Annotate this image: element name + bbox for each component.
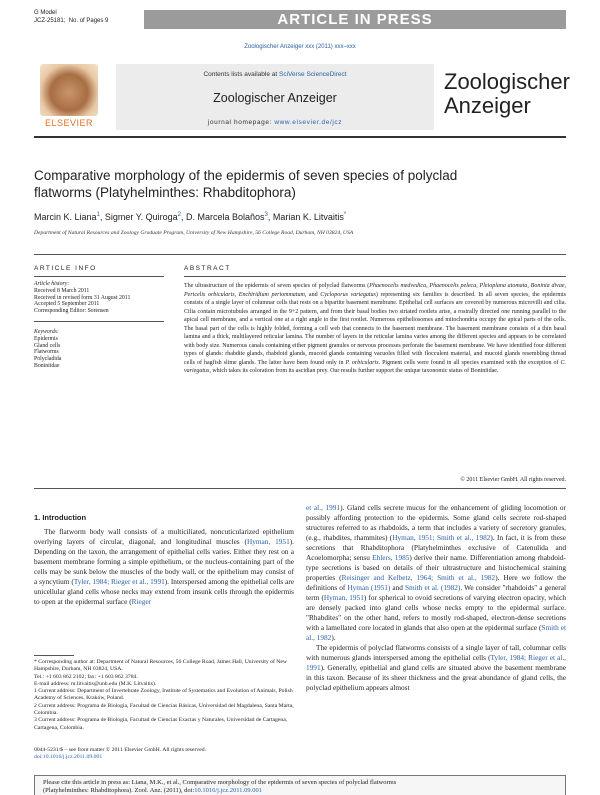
- author-affil-mark[interactable]: 2: [177, 212, 181, 218]
- abstract-part: , and: [304, 291, 321, 298]
- body-text: ).: [331, 633, 336, 642]
- masthead: [34, 58, 570, 138]
- corresponding-editor: Corresponding Editor: Sorensen: [34, 308, 109, 315]
- article-in-press-banner: ARTICLE IN PRESS: [144, 10, 566, 29]
- author-affil-mark[interactable]: *: [343, 212, 347, 218]
- homepage-prefix: journal homepage:: [207, 119, 272, 126]
- footnotes: [34, 659, 294, 732]
- footnote-affiliation: 2 Current address: Programa de Biología, Facultad de Ciencias Básicas, Universidad del Magdalena, Santa Marta, Colombia.: [34, 702, 294, 717]
- sciencedirect-link[interactable]: SciVerse ScienceDirect: [278, 71, 347, 78]
- author-affil-mark[interactable]: 1: [96, 212, 100, 218]
- citation-link[interactable]: Hyman (1951): [347, 583, 391, 592]
- body-text: ). Generally, epithelial and gland cells are situated above the basement membrane in this taxon. Because of its sheer thickness and the great abundance of gland cells, the polyclad epithelium appears almost: [306, 663, 566, 692]
- affiliation: Department of Natural Resources and Zoology Graduate Program, University of New Hampshire, 56 College Road, Durham, NH 03824, USA: [34, 230, 354, 236]
- elsevier-tree-icon: [40, 64, 98, 116]
- citation-link[interactable]: Smith et al., 1982: [306, 623, 567, 642]
- citation-text: (Platyhelminthes: Rhabditophora). Zool. Anz. (2011), doi:: [43, 787, 195, 794]
- author-name[interactable]: Sigmer Y. Quiroga: [104, 212, 178, 222]
- footnote-email[interactable]: E-mail address: m.litvaitis@unh.edu (M.K. Litvaitis).: [34, 680, 157, 687]
- big-title-line2: Anzeiger: [444, 93, 531, 118]
- citation-link[interactable]: Tyler, 1984; Rieger et al., 1991: [73, 577, 165, 586]
- homepage-link[interactable]: www.elsevier.de/jcz: [274, 119, 343, 126]
- citation-box: [34, 775, 566, 795]
- gmodel-label: G Model: [34, 10, 57, 16]
- citation-link[interactable]: et al., 1991: [306, 503, 341, 512]
- accepted-date: Accepted 5 September 2011: [34, 301, 100, 308]
- body-text: . We consider "rhabdoids" a general term (: [306, 583, 566, 602]
- body-text: ). Interspersed among the epithelial cells are unicellular gland cells whose necks may extend from insunk cells through the epidermis to open at the epidermal surface (: [34, 577, 294, 606]
- abstract-part: ) representing six families is described. In all seven species, the epidermis consists of a single layer of columnar cells that rests on a bipartite basement membrane. Epithelial cell surfaces are covered by numerous microvilli and cilia. Cilia contain microtubules arranged in the 9+2 pattern, and from their basal bodies two striated rootlets arise, a rostrally directed one running parallel to the apical cell membrane, and a vertical one at a right angle to the first rootlet. Numerous epitheliosomes and mitochondria occupy the apical parts of the cells. The basal part of the cells is highly folded, forming a cell web that connects to the basement membrane. The basement membrane consists of a thin basal lamina and a thick, multilayered reticular lamina. The number of layers in the reticular lamina varies among the different species and appears to be correlated with body size. Numerous canals containing either pigment granules or nervous processes perforate the basement membrane. We have identified four different types of glands: rhabdite glands, rhabdoid glands, mucoid glands containing vacuoles filled with flocculent material, and mucoid glands resembling thread cells of hagfish slime glands. The latter have been found only in: [184, 291, 566, 366]
- body-text: ). In fact, it is from these secretions that Rhabditophora (Platyhelminthes exclusive of Catenulida and Acoelomorpha; sensu: [306, 533, 566, 562]
- author-list: Marcin K. Liana$^1$, Sigmer Y. Quiroga$^2$, D. Marcela Bolaños$^3$, Marian K. Litvaitis*: [34, 212, 347, 222]
- doi-link[interactable]: doi:10.1016/j.jcz.2011.09.001: [34, 754, 103, 761]
- journal-info-box: [116, 64, 434, 130]
- author-affil-mark[interactable]: 3: [264, 212, 268, 218]
- abstract-part: The ultrastructure of the epidermis of seven species of polyclad flatworms (: [184, 283, 370, 289]
- body-text: ). Here we follow the definitions of: [306, 573, 566, 592]
- article-title: [34, 167, 566, 201]
- citation-doi-link[interactable]: 10.1016/j.jcz.2011.09.001: [194, 787, 263, 794]
- journal-title: Zoologischer Anzeiger: [213, 91, 337, 105]
- footnote-corresponding: * Corresponding author at: Department of Natural Resources, 56 College Road, James Hall, University of New Hampshire, Durham, NH 03824, USA.: [34, 659, 288, 673]
- author-name[interactable]: Marcin K. Liana: [34, 212, 97, 222]
- species-names: P. orbicularis: [345, 359, 379, 366]
- keywords-block: [34, 329, 164, 370]
- keyword: Boniniidae: [34, 362, 60, 369]
- citation-link[interactable]: Hyman, 1951: [323, 593, 364, 602]
- keywords-label: Keywords:: [34, 329, 59, 335]
- keyword: Polycladida: [34, 356, 62, 363]
- divider: [184, 276, 566, 277]
- body-text: ) for spherical to ovoid secretions of varying electron opacity, which are densely packed into gland cells whose necks empty to the epidermal surface. "Rhabdites" on the other hand, refers to mostly rod-shaped, electron-dense secretions with a lamellated core located in glands that also open at the epidermal surface (: [306, 593, 566, 632]
- footnote-divider: [34, 655, 74, 656]
- elsevier-logo[interactable]: [34, 64, 104, 130]
- citation-link[interactable]: Hyman, 1951; Smith et al., 1982: [392, 533, 491, 542]
- citation-link[interactable]: Reisinger and Kelbetz, 1964; Smith et al., 1982: [341, 573, 496, 582]
- journal-big-title: [444, 70, 570, 118]
- journal-reference[interactable]: Zoologischer Anzeiger xxx (2011) xxx–xxx: [244, 44, 356, 50]
- top-bar: [34, 10, 566, 28]
- citation-link[interactable]: Ehlers, 1985: [372, 553, 410, 562]
- body-text: ) derive their name. Differentiation among rhabdoid-type secretions is based on details of their ultrastructure and histochemical staining properties (: [306, 553, 566, 582]
- footnote-affiliation: 3 Current address: Programa de Biología, Facultad de Ciencias Exactas y Naturales, Universidad de Cartagena, Cartagena, Colombia.: [34, 717, 288, 731]
- issn-line: 0044-5231/$ – see front matter © 2011 Elsevier GmbH. All rights reserved.: [34, 747, 207, 753]
- citation-link[interactable]: Tyler, 1984; Rieger et al., 1991: [306, 653, 566, 672]
- ref-id: JCZ-25181;: [34, 17, 66, 24]
- page-count: No. of Pages 9: [68, 17, 109, 24]
- homepage-line: [116, 119, 434, 126]
- article-history: [34, 281, 164, 315]
- section-heading-introduction: 1. Introduction: [34, 513, 87, 522]
- body-text: and: [390, 583, 405, 592]
- body-text: The flatworm body wall consists of a multiciliated, noncuticularized epithelium overlying layers of circular, diagonal, and longitudinal muscles (: [34, 527, 294, 546]
- divider: [34, 321, 164, 322]
- citation-link[interactable]: Rieger: [131, 597, 152, 606]
- contents-prefix: Contents lists available at: [203, 71, 278, 78]
- body-text: ). Gland cells secrete mucus for the enhancement of gliding locomotion or possibly affording protection to the epidermis. Some gland cells secrete rod-shaped structures referred to as rhabdoids, a term that includes a variety of secretory granules, (e.g., rhabdites, rhammites) (: [306, 503, 566, 542]
- manuscript-id: [34, 10, 108, 25]
- species-names: Cycloporus variegatus: [320, 291, 376, 298]
- author-name[interactable]: Marian K. Litvaitis: [272, 212, 344, 222]
- body-text: ). Depending on the taxon, the arrangement of epithelial cells varies. Either they rest on a basement membrane forming a simple epithelium, or the nucleus-containing part of the cells may be sunk below the muscles of the body wall, or the epithelium may consist of a syncytium (: [34, 537, 294, 586]
- citation-link[interactable]: Smith et al. (1982): [404, 583, 461, 592]
- abstract-part: , which takes its coloration from its ascidian prey. Our results further support the unique taxonomic status of Boniniidae.: [209, 368, 499, 374]
- citation-link[interactable]: Hyman, 1951: [246, 537, 290, 546]
- keyword: Flatworms: [34, 349, 59, 356]
- abstract-heading: ABSTRACT: [184, 265, 231, 272]
- copyright-notice: © 2011 Elsevier GmbH. All rights reserved.: [460, 477, 566, 483]
- author-name[interactable]: D. Marcela Bolaños: [185, 212, 265, 222]
- elsevier-wordmark: ELSEVIER: [44, 118, 94, 128]
- revised-date: Received in revised form 31 August 2011: [34, 294, 131, 301]
- citation-text: Please cite this article in press as: Liana, M.K., et al., Comparative morphology of the epidermis of seven species of polyclad flatworms: [43, 779, 397, 786]
- species-names: C. variegatus: [184, 359, 566, 374]
- intro-left-column: [34, 527, 294, 607]
- divider: [34, 488, 566, 489]
- title-line1: Comparative morphology of the epidermis of seven species of polyclad: [34, 168, 458, 183]
- divider: [34, 254, 566, 255]
- species-names: Phaenocelis medvedica, Phaenocelis peleca, Pleioplana atomata, Boninia divae, Pericelis orbicularis, Enchiridium periommatum: [184, 283, 566, 298]
- history-label: Article history:: [34, 281, 70, 287]
- abstract-text: [184, 282, 566, 376]
- title-line2: flatworms (Platyhelminthes: Rhabditophora): [34, 185, 296, 200]
- footnote-affiliation: 1 Current address: Department of Invertebrate Zoology, Institute of Systematics and Evolution of Animals, Polish Academy of Sciences, Kraków, Poland.: [34, 688, 293, 702]
- big-title-line1: Zoologischer: [444, 69, 570, 94]
- article-info-heading: ARTICLE INFO: [34, 265, 97, 272]
- footnote-phone: Tel.: +1 603 862 2102; fax: +1 603 862 3784.: [34, 673, 138, 680]
- keyword: Gland cells: [34, 342, 61, 349]
- intro-right-column: [306, 503, 566, 693]
- divider: [34, 276, 164, 277]
- abstract-part: . Pigment cells were found in all species examined with the exception of: [378, 359, 561, 366]
- body-text: The epidermis of polyclad flatworms consists of a single layer of tall, columnar cells with numerous glands interspersed among the epithelial cells (: [306, 643, 566, 662]
- contents-line: [116, 71, 434, 78]
- keyword: Epidermis: [34, 335, 58, 342]
- received-date: Received 8 March 2011: [34, 287, 90, 294]
- issn-block: [34, 747, 294, 762]
